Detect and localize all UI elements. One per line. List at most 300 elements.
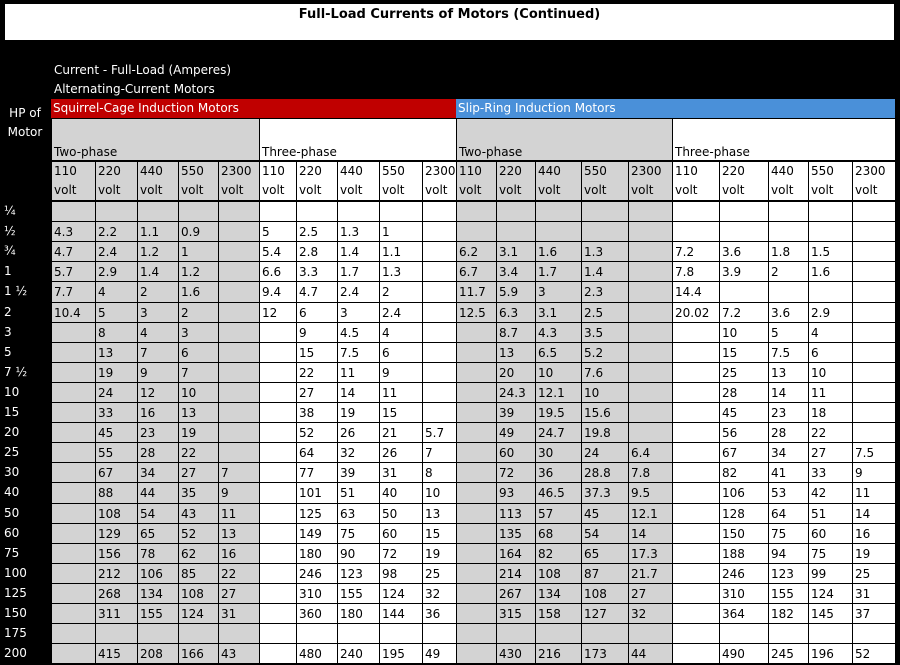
voltage-value: 550 bbox=[584, 164, 607, 178]
current-cell: 31 bbox=[379, 462, 423, 483]
current-cell: 5.2 bbox=[581, 342, 629, 363]
current-cell bbox=[259, 643, 297, 664]
current-cell: 13 bbox=[496, 342, 536, 363]
current-cell bbox=[672, 322, 720, 343]
hp-value: 40 bbox=[4, 485, 20, 499]
current-cell bbox=[768, 623, 809, 644]
current-cell bbox=[852, 623, 896, 644]
current-cell bbox=[379, 201, 423, 222]
current-cell: 16 bbox=[137, 402, 179, 423]
voltage-value: 220 bbox=[98, 164, 121, 178]
current-cell: 19 bbox=[337, 402, 380, 423]
voltage-value: 550 bbox=[181, 164, 204, 178]
current-cell: 20.02 bbox=[672, 302, 720, 323]
current-cell bbox=[672, 382, 720, 403]
hp-value: 7 ½ bbox=[4, 365, 28, 379]
phase-header: Two-phase bbox=[456, 118, 673, 161]
current-cell: 3.9 bbox=[719, 261, 769, 282]
voltage-header bbox=[456, 161, 497, 201]
current-cell: 2.5 bbox=[296, 221, 338, 242]
current-cell bbox=[456, 543, 497, 564]
current-cell: 13 bbox=[178, 402, 219, 423]
voltage-value: 110 bbox=[54, 164, 77, 178]
voltage-value: 2300 bbox=[631, 164, 662, 178]
current-cell bbox=[51, 563, 96, 584]
current-cell bbox=[852, 241, 896, 262]
current-cell bbox=[719, 623, 769, 644]
voltage-unit: volt bbox=[811, 183, 834, 197]
current-cell bbox=[178, 201, 219, 222]
voltage-header bbox=[337, 161, 380, 201]
current-cell: 10 bbox=[178, 382, 219, 403]
current-cell bbox=[672, 603, 720, 624]
current-cell: 43 bbox=[178, 503, 219, 524]
current-cell: 5.9 bbox=[496, 281, 536, 303]
current-cell: 19 bbox=[178, 422, 219, 443]
current-cell bbox=[852, 342, 896, 363]
current-cell bbox=[259, 603, 297, 624]
current-cell bbox=[672, 523, 720, 544]
current-cell: 135 bbox=[496, 523, 536, 544]
current-cell: 125 bbox=[296, 503, 338, 524]
current-cell: 67 bbox=[719, 442, 769, 463]
current-cell: 32 bbox=[628, 603, 673, 624]
current-cell: 15 bbox=[719, 342, 769, 363]
voltage-unit: volt bbox=[140, 183, 163, 197]
current-cell: 41 bbox=[768, 462, 809, 483]
current-cell: 33 bbox=[95, 402, 138, 423]
current-cell: 195 bbox=[379, 643, 423, 664]
current-cell: 7.8 bbox=[672, 261, 720, 282]
voltage-header bbox=[719, 161, 769, 201]
current-cell: 150 bbox=[719, 523, 769, 544]
current-cell: 13 bbox=[768, 362, 809, 383]
current-cell: 2 bbox=[178, 302, 219, 323]
current-cell bbox=[672, 362, 720, 383]
current-cell: 27 bbox=[296, 382, 338, 403]
current-cell bbox=[218, 241, 260, 262]
current-cell bbox=[719, 201, 769, 222]
current-cell bbox=[628, 382, 673, 403]
current-cell: 1.6 bbox=[808, 261, 853, 282]
current-cell bbox=[456, 563, 497, 584]
current-cell: 14 bbox=[768, 382, 809, 403]
current-cell: 37.3 bbox=[581, 482, 629, 504]
current-cell: 87 bbox=[581, 563, 629, 584]
current-cell bbox=[259, 503, 297, 524]
current-cell: 23 bbox=[137, 422, 179, 443]
current-cell: 64 bbox=[296, 442, 338, 463]
current-cell: 14 bbox=[628, 523, 673, 544]
current-cell bbox=[852, 362, 896, 383]
current-cell bbox=[628, 342, 673, 363]
current-cell bbox=[259, 342, 297, 363]
current-cell: 3.1 bbox=[535, 302, 582, 323]
voltage-header bbox=[422, 161, 457, 201]
current-cell: 10 bbox=[581, 382, 629, 403]
current-cell bbox=[628, 302, 673, 323]
current-cell: 311 bbox=[95, 603, 138, 624]
current-cell bbox=[337, 623, 380, 644]
current-cell: 54 bbox=[581, 523, 629, 544]
current-cell: 1.8 bbox=[768, 241, 809, 262]
voltage-unit: volt bbox=[425, 183, 448, 197]
current-cell: 16 bbox=[218, 543, 260, 564]
voltage-unit: volt bbox=[538, 183, 561, 197]
voltage-unit: volt bbox=[54, 183, 77, 197]
hp-value: ¼ bbox=[4, 204, 16, 218]
current-cell: 129 bbox=[95, 523, 138, 544]
current-cell bbox=[51, 382, 96, 403]
current-cell: 5.7 bbox=[51, 261, 96, 282]
current-cell: 75 bbox=[768, 523, 809, 544]
current-cell: 65 bbox=[581, 543, 629, 564]
current-cell: 53 bbox=[768, 482, 809, 504]
current-cell bbox=[218, 342, 260, 363]
current-cell bbox=[852, 261, 896, 282]
current-cell: 32 bbox=[422, 583, 457, 604]
current-cell: 7.5 bbox=[852, 442, 896, 463]
current-cell: 212 bbox=[95, 563, 138, 584]
current-cell bbox=[628, 422, 673, 443]
current-cell: 364 bbox=[719, 603, 769, 624]
current-cell: 360 bbox=[296, 603, 338, 624]
current-cell bbox=[51, 643, 96, 664]
current-cell: 1.7 bbox=[337, 261, 380, 282]
current-cell bbox=[852, 322, 896, 343]
current-cell: 1.2 bbox=[137, 241, 179, 262]
current-cell bbox=[672, 623, 720, 644]
current-cell: 52 bbox=[178, 523, 219, 544]
current-cell bbox=[422, 221, 457, 242]
current-cell: 5 bbox=[95, 302, 138, 323]
current-cell: 2.5 bbox=[581, 302, 629, 323]
current-cell bbox=[178, 623, 219, 644]
current-cell bbox=[218, 623, 260, 644]
current-cell: 18 bbox=[808, 402, 853, 423]
current-cell: 4.7 bbox=[51, 241, 96, 262]
current-cell: 3.1 bbox=[496, 241, 536, 262]
current-cell: 2 bbox=[137, 281, 179, 303]
voltage-unit: volt bbox=[459, 183, 482, 197]
current-cell: 3 bbox=[535, 281, 582, 303]
current-cell: 23 bbox=[768, 402, 809, 423]
current-cell: 214 bbox=[496, 563, 536, 584]
current-cell: 22 bbox=[218, 563, 260, 584]
current-cell bbox=[672, 402, 720, 423]
current-cell: 11 bbox=[808, 382, 853, 403]
table-title: Full-Load Currents of Motors (Continued) bbox=[4, 3, 895, 41]
voltage-unit: volt bbox=[771, 183, 794, 197]
current-cell: 27 bbox=[808, 442, 853, 463]
hp-value: 1 bbox=[4, 264, 12, 278]
current-cell: 3 bbox=[337, 302, 380, 323]
current-cell: 310 bbox=[296, 583, 338, 604]
current-cell: 9 bbox=[852, 462, 896, 483]
current-cell: 22 bbox=[178, 442, 219, 463]
current-cell: 8 bbox=[95, 322, 138, 343]
current-cell: 480 bbox=[296, 643, 338, 664]
hp-label-line2: Motor bbox=[7, 125, 43, 139]
current-cell bbox=[456, 442, 497, 463]
current-cell: 6.5 bbox=[535, 342, 582, 363]
voltage-unit: volt bbox=[499, 183, 522, 197]
hp-value: 100 bbox=[4, 566, 27, 580]
current-cell bbox=[456, 402, 497, 423]
current-cell: 144 bbox=[379, 603, 423, 624]
current-cell bbox=[259, 623, 297, 644]
current-cell bbox=[218, 442, 260, 463]
voltage-header bbox=[852, 161, 896, 201]
current-cell bbox=[672, 563, 720, 584]
hp-label-line1: HP of bbox=[9, 106, 41, 120]
current-cell bbox=[51, 362, 96, 383]
current-cell: 14.4 bbox=[672, 281, 720, 303]
hp-value: ½ bbox=[4, 224, 16, 238]
hp-value: 20 bbox=[4, 425, 20, 439]
phase-header: Three-phase bbox=[672, 118, 896, 161]
current-cell bbox=[51, 442, 96, 463]
current-cell: 106 bbox=[719, 482, 769, 504]
current-cell bbox=[422, 342, 457, 363]
current-cell bbox=[496, 201, 536, 222]
current-cell: 78 bbox=[137, 543, 179, 564]
current-cell: 39 bbox=[337, 462, 380, 483]
current-cell: 44 bbox=[628, 643, 673, 664]
current-cell: 10 bbox=[719, 322, 769, 343]
current-cell: 3.5 bbox=[581, 322, 629, 343]
current-cell: 1.3 bbox=[337, 221, 380, 242]
current-cell: 98 bbox=[379, 563, 423, 584]
current-cell: 31 bbox=[218, 603, 260, 624]
current-cell bbox=[535, 201, 582, 222]
current-cell bbox=[218, 362, 260, 383]
current-cell: 145 bbox=[808, 603, 853, 624]
current-cell: 173 bbox=[581, 643, 629, 664]
current-cell: 94 bbox=[768, 543, 809, 564]
current-cell: 415 bbox=[95, 643, 138, 664]
current-cell: 28 bbox=[719, 382, 769, 403]
current-cell: 11.7 bbox=[456, 281, 497, 303]
current-cell: 27 bbox=[218, 583, 260, 604]
current-cell bbox=[628, 221, 673, 242]
current-cell: 15.6 bbox=[581, 402, 629, 423]
current-cell: 3.3 bbox=[296, 261, 338, 282]
voltage-header bbox=[628, 161, 673, 201]
current-cell bbox=[852, 221, 896, 242]
current-cell: 46.5 bbox=[535, 482, 582, 504]
current-cell: 62 bbox=[178, 543, 219, 564]
voltage-header bbox=[95, 161, 138, 201]
voltage-header bbox=[496, 161, 536, 201]
current-cell bbox=[259, 523, 297, 544]
voltage-unit: volt bbox=[631, 183, 654, 197]
current-cell: 49 bbox=[496, 422, 536, 443]
current-cell bbox=[672, 543, 720, 564]
current-cell: 5.7 bbox=[422, 422, 457, 443]
current-cell: 28.8 bbox=[581, 462, 629, 483]
current-cell bbox=[51, 422, 96, 443]
hp-value: 200 bbox=[4, 646, 27, 660]
current-cell bbox=[218, 382, 260, 403]
current-cell bbox=[51, 583, 96, 604]
current-cell: 9.4 bbox=[259, 281, 297, 303]
current-cell: 28 bbox=[137, 442, 179, 463]
voltage-value: 220 bbox=[499, 164, 522, 178]
current-header: Current - Full-Load (Amperes) bbox=[54, 63, 232, 77]
current-cell bbox=[456, 643, 497, 664]
current-cell: 216 bbox=[535, 643, 582, 664]
hp-value: 175 bbox=[4, 626, 27, 640]
current-cell bbox=[51, 462, 96, 483]
current-cell: 25 bbox=[422, 563, 457, 584]
current-cell: 124 bbox=[379, 583, 423, 604]
current-cell bbox=[218, 261, 260, 282]
current-cell: 2.2 bbox=[95, 221, 138, 242]
current-cell: 19 bbox=[95, 362, 138, 383]
current-cell bbox=[259, 322, 297, 343]
current-cell bbox=[51, 543, 96, 564]
current-cell bbox=[535, 623, 582, 644]
current-cell: 15 bbox=[296, 342, 338, 363]
current-cell bbox=[296, 623, 338, 644]
current-cell: 246 bbox=[296, 563, 338, 584]
current-cell: 124 bbox=[178, 603, 219, 624]
current-cell bbox=[852, 382, 896, 403]
current-cell: 25 bbox=[719, 362, 769, 383]
voltage-unit: volt bbox=[221, 183, 244, 197]
current-cell bbox=[95, 201, 138, 222]
current-cell: 3.6 bbox=[768, 302, 809, 323]
current-cell: 60 bbox=[808, 523, 853, 544]
current-cell bbox=[496, 221, 536, 242]
current-cell bbox=[672, 643, 720, 664]
current-cell: 310 bbox=[719, 583, 769, 604]
voltage-header bbox=[808, 161, 853, 201]
squirrel-cage-band: Squirrel-Cage Induction Motors bbox=[51, 99, 456, 118]
current-cell: 60 bbox=[496, 442, 536, 463]
current-cell: 6.4 bbox=[628, 442, 673, 463]
current-cell bbox=[852, 402, 896, 423]
current-cell: 7.5 bbox=[337, 342, 380, 363]
voltage-unit: volt bbox=[382, 183, 405, 197]
current-cell: 65 bbox=[137, 523, 179, 544]
current-cell: 155 bbox=[768, 583, 809, 604]
current-cell: 128 bbox=[719, 503, 769, 524]
current-cell: 50 bbox=[379, 503, 423, 524]
voltage-header bbox=[218, 161, 260, 201]
current-cell: 17.3 bbox=[628, 543, 673, 564]
voltage-unit: volt bbox=[262, 183, 285, 197]
current-cell: 54 bbox=[137, 503, 179, 524]
current-cell bbox=[218, 422, 260, 443]
current-cell: 4 bbox=[808, 322, 853, 343]
current-cell: 16 bbox=[852, 523, 896, 544]
voltage-unit: volt bbox=[340, 183, 363, 197]
current-cell: 45 bbox=[719, 402, 769, 423]
current-cell bbox=[456, 523, 497, 544]
current-cell bbox=[581, 201, 629, 222]
current-cell bbox=[218, 281, 260, 303]
voltage-header bbox=[296, 161, 338, 201]
current-cell: 196 bbox=[808, 643, 853, 664]
current-cell bbox=[672, 482, 720, 504]
current-cell bbox=[496, 623, 536, 644]
current-cell: 267 bbox=[496, 583, 536, 604]
current-cell bbox=[259, 563, 297, 584]
current-cell: 1.6 bbox=[178, 281, 219, 303]
current-cell: 42 bbox=[808, 482, 853, 504]
current-cell: 6 bbox=[178, 342, 219, 363]
current-cell bbox=[422, 623, 457, 644]
current-cell: 127 bbox=[581, 603, 629, 624]
current-cell bbox=[218, 302, 260, 323]
current-cell bbox=[422, 322, 457, 343]
current-cell bbox=[628, 261, 673, 282]
current-cell bbox=[51, 201, 96, 222]
current-cell bbox=[852, 422, 896, 443]
current-cell bbox=[456, 201, 497, 222]
voltage-header bbox=[51, 161, 96, 201]
current-cell: 64 bbox=[768, 503, 809, 524]
current-cell: 7.8 bbox=[628, 462, 673, 483]
current-cell: 430 bbox=[496, 643, 536, 664]
current-cell: 3.4 bbox=[496, 261, 536, 282]
current-cell: 188 bbox=[719, 543, 769, 564]
current-cell: 10.4 bbox=[51, 302, 96, 323]
current-cell bbox=[672, 442, 720, 463]
current-cell bbox=[456, 603, 497, 624]
current-cell: 2.4 bbox=[95, 241, 138, 262]
current-cell: 134 bbox=[535, 583, 582, 604]
current-cell: 24 bbox=[581, 442, 629, 463]
current-cell: 240 bbox=[337, 643, 380, 664]
current-cell: 155 bbox=[137, 603, 179, 624]
current-cell bbox=[768, 221, 809, 242]
current-cell: 245 bbox=[768, 643, 809, 664]
current-cell: 134 bbox=[137, 583, 179, 604]
current-cell: 21.7 bbox=[628, 563, 673, 584]
current-cell bbox=[218, 322, 260, 343]
current-cell: 1 bbox=[379, 221, 423, 242]
current-cell: 7 bbox=[218, 462, 260, 483]
voltage-value: 110 bbox=[262, 164, 285, 178]
current-cell bbox=[628, 281, 673, 303]
current-cell bbox=[259, 583, 297, 604]
current-cell: 108 bbox=[535, 563, 582, 584]
current-cell bbox=[672, 201, 720, 222]
current-cell bbox=[51, 402, 96, 423]
current-cell: 123 bbox=[768, 563, 809, 584]
current-cell: 24 bbox=[95, 382, 138, 403]
current-cell bbox=[51, 322, 96, 343]
current-cell: 14 bbox=[852, 503, 896, 524]
current-cell: 11 bbox=[337, 362, 380, 383]
current-cell bbox=[456, 382, 497, 403]
current-cell: 7.2 bbox=[719, 302, 769, 323]
voltage-value: 220 bbox=[722, 164, 745, 178]
current-cell: 2.9 bbox=[95, 261, 138, 282]
current-cell: 39 bbox=[496, 402, 536, 423]
current-cell: 4.3 bbox=[51, 221, 96, 242]
current-cell: 44 bbox=[137, 482, 179, 504]
current-cell bbox=[456, 482, 497, 504]
current-cell: 13 bbox=[218, 523, 260, 544]
current-cell: 182 bbox=[768, 603, 809, 624]
current-cell: 6.2 bbox=[456, 241, 497, 262]
current-cell bbox=[768, 201, 809, 222]
current-cell: 12.5 bbox=[456, 302, 497, 323]
